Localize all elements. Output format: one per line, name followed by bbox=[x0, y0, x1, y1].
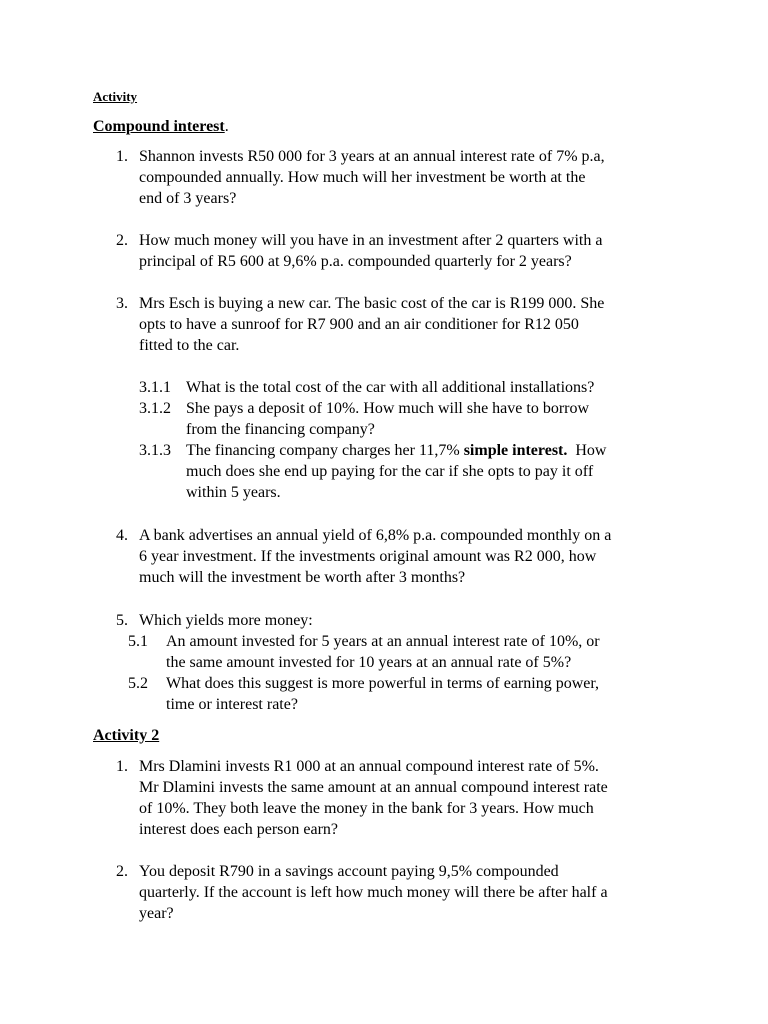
a2-q1-line: Mr Dlamini invests the same amount at an annual compound interest rate bbox=[139, 779, 608, 796]
a2-q1-text bbox=[139, 756, 608, 840]
a2-q1-line: Mrs Dlamini invests R1 000 at an annual compound interest rate of 5%. bbox=[139, 758, 599, 775]
q5-1-line: An amount invested for 5 years at an annual interest rate of 10%, or bbox=[166, 633, 600, 650]
q3-1-2-number: 3.1.2 bbox=[139, 400, 171, 417]
q5-2-text bbox=[166, 673, 599, 715]
q2-text bbox=[139, 230, 602, 272]
q4-line: 6 year investment. If the investments original amount was R2 000, how bbox=[139, 548, 597, 565]
q1-line: end of 3 years? bbox=[139, 190, 237, 207]
q1-text bbox=[139, 146, 605, 209]
q3-1-3-text-post: How bbox=[567, 442, 607, 459]
q3-number: 3. bbox=[116, 295, 128, 312]
q5-1-text bbox=[166, 631, 600, 673]
simple-interest-emphasis: simple interest. bbox=[463, 442, 568, 459]
section-title bbox=[93, 116, 229, 137]
q3-1-3-text bbox=[186, 440, 606, 503]
q3-1-2-text bbox=[186, 398, 589, 440]
q2-line: How much money will you have in an investment after 2 quarters with a bbox=[139, 232, 603, 249]
q3-line: opts to have a sunroof for R7 900 and an air conditioner for R12 050 bbox=[139, 316, 579, 333]
q3-1-2-line: She pays a deposit of 10%. How much will she have to borrow bbox=[186, 400, 590, 417]
q3-1-1-number: 3.1.1 bbox=[139, 379, 171, 396]
a2-q2-number: 2. bbox=[116, 863, 128, 880]
q4-line: much will the investment be worth after 3 months? bbox=[139, 569, 466, 586]
q2-line: principal of R5 600 at 9,6% p.a. compounded quarterly for 2 years? bbox=[139, 253, 572, 270]
q5-line: Which yields more money: bbox=[139, 612, 313, 629]
section-title-suffix: . bbox=[224, 118, 229, 135]
q3-1-3-line: much does she end up paying for the car if she opts to pay it off bbox=[186, 463, 594, 480]
q3-1-1-line: What is the total cost of the car with all additional installations? bbox=[186, 379, 595, 396]
q4-line: A bank advertises an annual yield of 6,8% p.a. compounded monthly on a bbox=[139, 527, 612, 544]
q4-text bbox=[139, 525, 611, 588]
q2-number: 2. bbox=[116, 232, 128, 249]
q3-1-3-number: 3.1.3 bbox=[139, 442, 171, 459]
a2-q2-line: You deposit R790 in a savings account paying 9,5% compounded bbox=[139, 863, 559, 880]
activity-2-title-text: Activity 2 bbox=[93, 727, 160, 744]
q1-line: compounded annually. How much will her investment be worth at the bbox=[139, 169, 586, 186]
a2-q2-text bbox=[139, 861, 608, 924]
q1-number: 1. bbox=[116, 148, 128, 165]
section-title-text: Compound interest bbox=[93, 118, 225, 135]
q5-text bbox=[139, 610, 313, 631]
a2-q2-line: year? bbox=[139, 905, 174, 922]
q3-line: Mrs Esch is buying a new car. The basic cost of the car is R199 000. She bbox=[139, 295, 605, 312]
q3-1-3-text-pre: The financing company charges her 11,7% bbox=[186, 442, 464, 459]
q5-2-number: 5.2 bbox=[128, 675, 148, 692]
q3-line: fitted to the car. bbox=[139, 337, 240, 354]
q5-1-number: 5.1 bbox=[128, 633, 148, 650]
activity-2-title bbox=[93, 725, 159, 746]
q3-1-2-line: from the financing company? bbox=[186, 421, 375, 438]
a2-q1-number: 1. bbox=[116, 758, 128, 775]
q3-1-1-text bbox=[186, 377, 594, 398]
a2-q1-line: of 10%. They both leave the money in the bank for 3 years. How much bbox=[139, 800, 594, 817]
a2-q1-line: interest does each person earn? bbox=[139, 821, 339, 838]
q4-number: 4. bbox=[116, 527, 128, 544]
q3-1-3-line bbox=[186, 440, 606, 461]
q5-2-line: What does this suggest is more powerful in terms of earning power, bbox=[166, 675, 600, 692]
q5-number: 5. bbox=[116, 612, 128, 629]
q1-line: Shannon invests R50 000 for 3 years at an annual interest rate of 7% p.a, bbox=[139, 148, 605, 165]
q5-2-line: time or interest rate? bbox=[166, 696, 298, 713]
q5-1-line: the same amount invested for 10 years at an annual rate of 5%? bbox=[166, 654, 572, 671]
activity-label: Activity bbox=[93, 89, 138, 104]
a2-q2-line: quarterly. If the account is left how much money will there be after half a bbox=[139, 884, 608, 901]
q3-text bbox=[139, 293, 604, 356]
q3-1-3-line: within 5 years. bbox=[186, 484, 281, 501]
